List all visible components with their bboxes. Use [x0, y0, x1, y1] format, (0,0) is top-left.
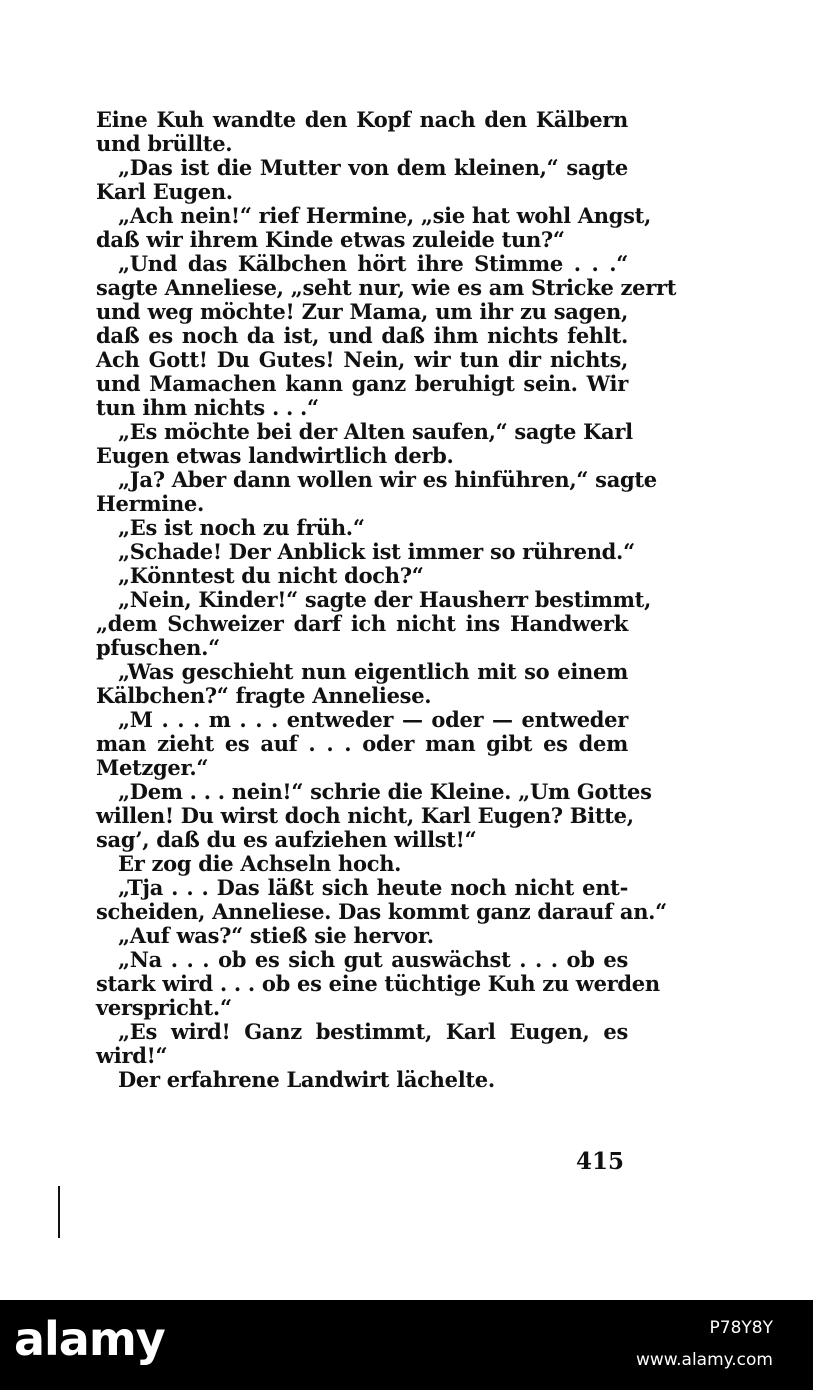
- image-id-label: P78Y8Y: [709, 1318, 773, 1338]
- site-url-label[interactable]: www.alamy.com: [635, 1350, 773, 1370]
- text-line: „Es wird! Ganz bestimmt, Karl Eugen, es: [118, 1019, 628, 1044]
- text-line: Ach Gott! Du Gutes! Nein, wir tun dir nichts,: [96, 347, 628, 372]
- text-line: „Nein, Kinder!“ sagte der Hausherr bestimmt,: [118, 587, 652, 612]
- text-line: Metzger.“: [96, 755, 209, 780]
- text-line: man zieht es auf . . . oder man gibt es dem: [96, 731, 628, 756]
- text-line: und Mamachen kann ganz beruhigt sein. Wir: [96, 371, 628, 396]
- body-text: [96, 107, 677, 1092]
- text-line: pfuschen.“: [96, 635, 220, 660]
- text-line: „Es ist noch zu früh.“: [118, 515, 365, 540]
- text-line: „Na . . . ob es sich gut auswächst . . . ob es: [118, 947, 628, 972]
- text-line: scheiden, Anneliese. Das kommt ganz darauf an.“: [96, 899, 667, 924]
- text-line: willen! Du wirst doch nicht, Karl Eugen? Bitte,: [96, 803, 634, 828]
- text-line: „Auf was?“ stieß sie hervor.: [118, 923, 434, 948]
- text-line: Kälbchen?“ fragte Anneliese.: [96, 683, 432, 708]
- text-line: daß es noch da ist, und daß ihm nichts fehlt.: [96, 323, 628, 348]
- text-line: „M . . . m . . . entweder — oder — entweder: [118, 707, 628, 732]
- text-line: „Ach nein!“ rief Hermine, „sie hat wohl Angst,: [118, 203, 652, 228]
- text-line: „Es möchte bei der Alten saufen,“ sagte Karl: [118, 419, 633, 444]
- text-line: Eugen etwas landwirtlich derb.: [96, 443, 454, 468]
- text-line: und brüllte.: [96, 131, 233, 156]
- page-number: 415: [576, 1148, 625, 1175]
- text-line: „Was geschieht nun eigentlich mit so einem: [118, 659, 628, 684]
- text-line: stark wird . . . ob es eine tüchtige Kuh zu werden: [96, 971, 660, 996]
- brand-logo: alamy: [14, 1312, 165, 1366]
- text-line: verspricht.“: [96, 995, 232, 1020]
- margin-mark: [58, 1186, 60, 1238]
- text-line: „Schade! Der Anblick ist immer so rührend.“: [118, 539, 635, 564]
- text-line: „Das ist die Mutter von dem kleinen,“ sagte: [118, 155, 628, 180]
- text-line: tun ihm nichts . . .“: [96, 395, 319, 420]
- text-line: Der erfahrene Landwirt lächelte.: [118, 1067, 495, 1092]
- text-line: daß wir ihrem Kinde etwas zuleide tun?“: [96, 227, 565, 252]
- text-line: sagte Anneliese, „seht nur, wie es am Stricke zerrt: [96, 275, 677, 300]
- text-line: „Könntest du nicht doch?“: [118, 563, 424, 588]
- text-line: „Und das Kälbchen hört ihre Stimme . . .“: [118, 251, 628, 276]
- text-line: sag’, daß du es aufziehen willst!“: [96, 827, 477, 852]
- text-line: Er zog die Achseln hoch.: [118, 851, 402, 876]
- text-line: „Dem . . . nein!“ schrie die Kleine. „Um Gottes: [118, 779, 652, 804]
- text-line: Eine Kuh wandte den Kopf nach den Kälbern: [96, 107, 628, 132]
- text-line: „Ja? Aber dann wollen wir es hinführen,“ sagte: [118, 467, 657, 492]
- text-line: und weg möchte! Zur Mama, um ihr zu sagen,: [96, 299, 628, 324]
- text-line: „Tja . . . Das läßt sich heute noch nicht ent-: [118, 875, 628, 900]
- text-line: Hermine.: [96, 491, 205, 516]
- text-line: Karl Eugen.: [96, 179, 233, 204]
- text-line: wird!“: [96, 1043, 168, 1068]
- text-line: „dem Schweizer darf ich nicht ins Handwerk: [96, 611, 628, 636]
